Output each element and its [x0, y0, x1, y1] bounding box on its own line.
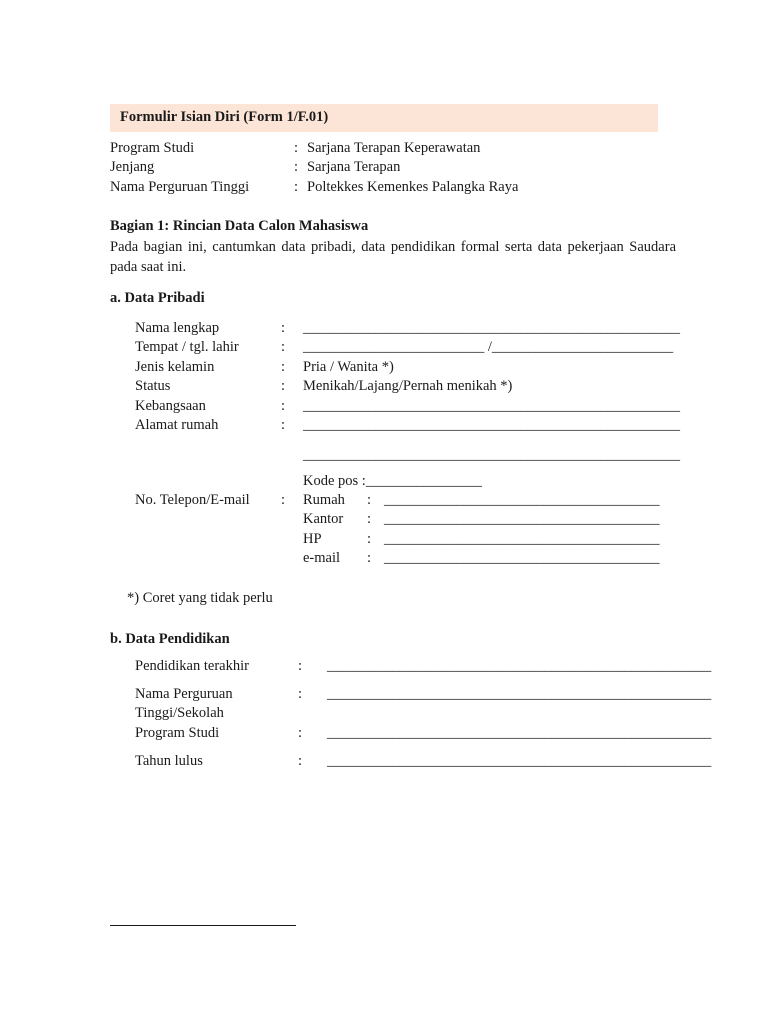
label-alamat-rumah: Alamat rumah [135, 417, 219, 433]
section-heading: Bagian 1: Rincian Data Calon Mahasiswa [110, 218, 369, 234]
colon: : [367, 531, 372, 547]
colon: : [298, 725, 303, 741]
header-colon: : [294, 159, 299, 175]
colon: : [281, 378, 286, 394]
field-jenis-kelamin[interactable]: Pria / Wanita *) [303, 359, 394, 375]
field-telepon-kantor[interactable]: ______________________________________ [384, 511, 660, 527]
label-rumah: Rumah [303, 492, 345, 508]
label-nama-perguruan: Nama Perguruan [135, 686, 233, 702]
field-kode-pos[interactable]: Kode pos :________________ [303, 473, 482, 489]
label-program-studi: Program Studi [135, 725, 220, 741]
field-nama-lengkap[interactable]: ____________________________________________________ [303, 320, 680, 336]
label-tinggi-sekolah: Tinggi/Sekolah [135, 705, 224, 721]
header-value-jenjang: Sarjana Terapan [307, 159, 401, 175]
field-tempat-tgl-lahir[interactable]: _________________________ /_________________________ [303, 339, 674, 355]
label-nama-lengkap: Nama lengkap [135, 320, 220, 336]
header-label-program-studi: Program Studi [110, 140, 195, 156]
colon: : [281, 320, 286, 336]
colon: : [298, 686, 303, 702]
form-title-bar [110, 104, 658, 132]
field-email[interactable]: ______________________________________ [384, 550, 660, 566]
footnote-separator [110, 925, 296, 926]
field-nama-perguruan[interactable]: _____________________________________________________ [327, 686, 712, 702]
field-alamat-rumah[interactable]: ____________________________________________________ [303, 417, 680, 433]
subsection-heading-pendidikan: b. Data Pendidikan [110, 631, 230, 647]
field-program-studi[interactable]: _____________________________________________________ [327, 725, 712, 741]
subsection-heading-pribadi: a. Data Pribadi [110, 290, 205, 306]
label-pendidikan-terakhir: Pendidikan terakhir [135, 658, 249, 674]
label-status: Status [135, 378, 171, 394]
label-jenis-kelamin: Jenis kelamin [135, 359, 215, 375]
colon: : [298, 658, 303, 674]
header-value-program-studi: Sarjana Terapan Keperawatan [307, 140, 481, 156]
colon: : [298, 753, 303, 769]
colon: : [281, 359, 286, 375]
field-hp[interactable]: ______________________________________ [384, 531, 660, 547]
colon: : [367, 550, 372, 566]
field-alamat-rumah-line2[interactable]: ____________________________________________________ [303, 447, 680, 463]
colon: : [281, 398, 286, 414]
field-kebangsaan[interactable]: ____________________________________________________ [303, 398, 680, 414]
header-colon: : [294, 140, 299, 156]
header-value-perguruan-tinggi: Poltekkes Kemenkes Palangka Raya [307, 179, 519, 195]
header-label-perguruan-tinggi: Nama Perguruan Tinggi [110, 179, 250, 195]
colon: : [281, 339, 286, 355]
header-colon: : [294, 179, 299, 195]
field-status[interactable]: Menikah/Lajang/Pernah menikah *) [303, 378, 513, 394]
label-email: e-mail [303, 550, 341, 566]
label-tahun-lulus: Tahun lulus [135, 753, 203, 769]
form-title: Formulir Isian Diri (Form 1/F.01) [120, 109, 329, 125]
header-label-jenjang: Jenjang [110, 159, 155, 175]
footnote-coret: *) Coret yang tidak perlu [127, 590, 273, 606]
colon: : [281, 417, 286, 433]
label-kebangsaan: Kebangsaan [135, 398, 206, 414]
label-kantor: Kantor [303, 511, 344, 527]
label-hp: HP [303, 531, 322, 547]
label-tempat-tgl-lahir: Tempat / tgl. lahir [135, 339, 239, 355]
colon: : [367, 492, 372, 508]
colon: : [367, 511, 372, 527]
field-pendidikan-terakhir[interactable]: _____________________________________________________ [327, 658, 712, 674]
colon: : [281, 492, 286, 508]
field-telepon-rumah[interactable]: ______________________________________ [384, 492, 660, 508]
field-tahun-lulus[interactable]: _____________________________________________________ [327, 753, 712, 769]
section-intro: Pada bagian ini, cantumkan data pribadi, data pendidikan formal serta data pekerjaan Saudara pada saat ini. [110, 239, 676, 275]
label-telepon-email: No. Telepon/E-mail [135, 492, 250, 508]
